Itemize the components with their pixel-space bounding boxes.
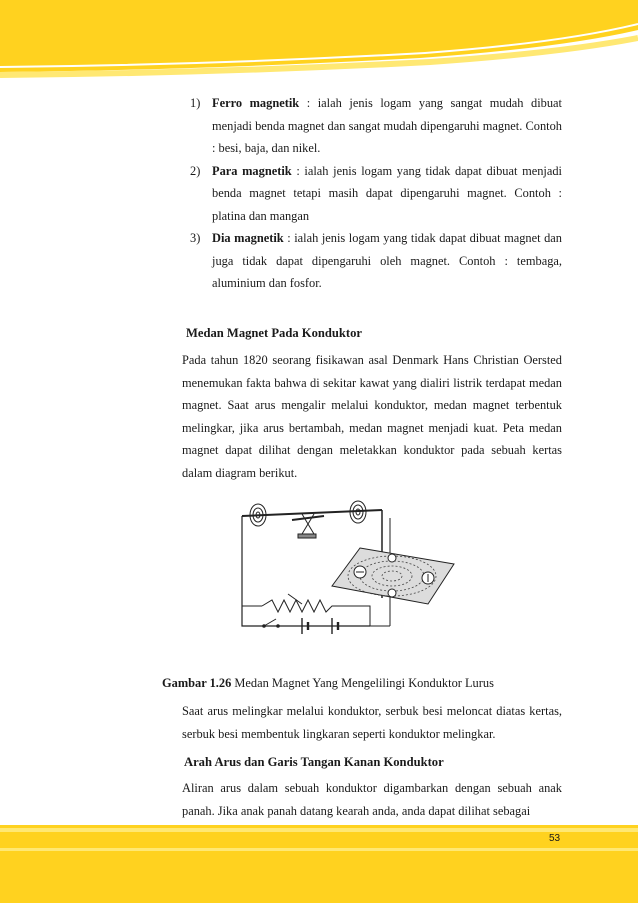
list-text: : ialah jenis logam yang tidak dapat dibuat magnet dan juga tidak dapat dipengaruhi oleh magnet. Contoh : tembaga, aluminium dan fosfor. — [212, 231, 562, 290]
caption-text: Medan Magnet Yang Mengelilingi Konduktor Lurus — [231, 676, 494, 690]
list-term: Dia magnetik — [212, 231, 284, 245]
list-item — [190, 92, 562, 160]
footer-decoration — [0, 820, 638, 903]
paragraph: Saat arus melingkar melalui konduktor, serbuk besi meloncat diatas kertas, serbuk besi membentuk lingkaran seperti konduktor melingkar. — [182, 704, 562, 741]
list-item — [190, 227, 562, 295]
header-decoration — [0, 0, 638, 85]
page-number: 53 — [549, 833, 561, 844]
section-heading: Arah Arus dan Garis Tangan Kanan Konduktor — [184, 755, 444, 769]
section-paragraph: Pada tahun 1820 seorang fisikawan asal Denmark Hans Christian Oersted menemukan fakta bahwa di sekitar kawat yang dialiri listrik terdapat medan magnet. Saat arus mengalir melalui konduktor, medan magnet terbentuk melingkar, jika arus bertambah, medan magnet menjadi kuat. Peta medan magnet dapat dilihat dengan meletakkan konduktor pada sebuah kertas dalam diagram berikut. — [182, 353, 562, 480]
figure-caption — [162, 676, 494, 691]
list-term: Para magnetik — [212, 163, 292, 178]
list-text: : ialah jenis logam yang tidak dapat dibuat menjadi benda magnet tetapi masih dapat dipengaruhi magnet. Contoh : platina dan mangan — [212, 163, 562, 223]
list-number: 1) — [190, 96, 201, 110]
list-term: Ferro magnetik — [212, 96, 300, 110]
list-number: 3) — [190, 231, 201, 245]
section-paragraph: Aliran arus dalam sebuah konduktor digambarkan dengan sebuah anak panah. Jika anak panah datang kearah anda, anda dapat dilihat sebagai — [182, 781, 562, 818]
list-text: : ialah jenis logam yang sangat mudah dibuat menjadi benda magnet dan sangat mudah dipengaruhi magnet. Contoh : besi, baja, dan nikel. — [212, 96, 563, 155]
list-item — [190, 160, 562, 228]
list-number: 2) — [190, 163, 201, 178]
magnetic-types-list — [190, 92, 562, 295]
caption-label: Gambar 1.26 — [162, 676, 232, 690]
section-heading: Medan Magnet Pada Konduktor — [186, 326, 362, 340]
oersted-experiment-figure — [232, 488, 464, 648]
